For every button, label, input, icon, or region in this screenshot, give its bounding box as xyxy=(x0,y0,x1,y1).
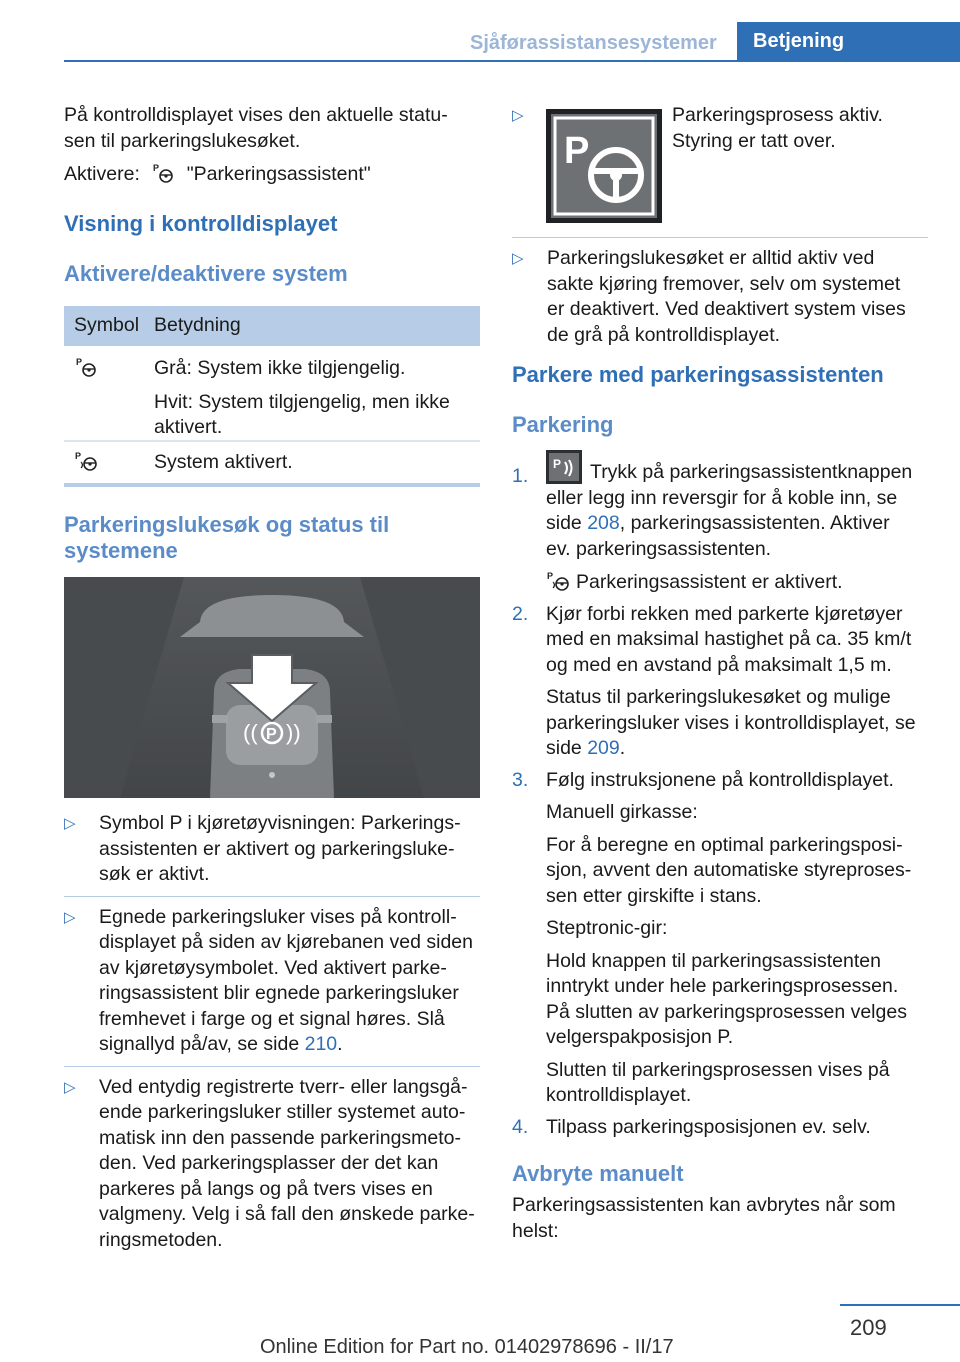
paragraph-line: Parkeringsassistenten kan avbrytes når som xyxy=(512,1194,896,1216)
table-cell-text: Grå: System ikke tilgjengelig. xyxy=(154,357,406,379)
step-line: velgerspakposisjon P. xyxy=(546,1026,734,1048)
table-row xyxy=(64,442,480,483)
footer-rule xyxy=(840,1304,960,1306)
activate-label: Aktivere: xyxy=(64,163,140,185)
step-line: med en maksimal hastighet på ca. 35 km/t xyxy=(546,628,912,650)
header-rule xyxy=(64,60,960,62)
triangle-bullet-icon: ▷ xyxy=(512,107,524,124)
step-line: Slutten til parkeringsprosessen vises på xyxy=(546,1058,890,1081)
table-header-cell: Symbol xyxy=(74,314,140,337)
step-number: 4. xyxy=(512,1115,529,1138)
list-item-line: matisk inn den passende parkeringsmeto- xyxy=(99,1126,462,1149)
step-line: Følg instruksjonene på kontrolldisplayet. xyxy=(546,768,894,791)
section-title xyxy=(64,512,480,564)
list-item-line: ringsassistent blir egnede parkeringsluker xyxy=(99,982,459,1004)
left-bullet-list xyxy=(64,811,480,1253)
parking-assist-icon xyxy=(151,162,175,184)
activate-value: "Parkeringsassistent" xyxy=(186,163,371,185)
step-item xyxy=(512,1115,932,1141)
intro-line: sen til parkeringslukesøket. xyxy=(64,129,301,152)
step-line: sjon, avvent den automatiske styreproses- xyxy=(546,859,912,881)
svg-text:P: P xyxy=(153,163,160,173)
section-title-line: Parkeringslukesøk og status til xyxy=(64,512,390,537)
symbol-table xyxy=(64,306,480,487)
step-line: inntrykt under hele parkeringsprosessen. xyxy=(546,975,899,997)
list-separator xyxy=(64,1066,480,1067)
step-line: Kjør forbi rekken med parkerte kjøretøyer xyxy=(546,602,903,625)
step-line xyxy=(546,450,932,486)
list-item-line: parkeres på langs og på tvers vises en xyxy=(99,1177,433,1200)
list-separator xyxy=(64,896,480,897)
list-item-line: Parkeringsprosess aktiv. xyxy=(672,104,883,126)
list-item xyxy=(64,1075,480,1254)
svg-text:P: P xyxy=(75,451,82,461)
header-section-title: Sjåførassistansesystemer xyxy=(470,32,717,54)
list-separator xyxy=(512,237,928,238)
parking-assist-button-icon xyxy=(546,450,582,484)
list-item-line: de grå på kontrolldisplayet. xyxy=(547,323,781,346)
list-item-line: Styring er tatt over. xyxy=(672,129,836,152)
table-cell-text: aktivert. xyxy=(154,416,223,438)
step-text: Trykk på parkeringsassistentknappen xyxy=(590,461,913,483)
activate-line xyxy=(64,162,480,188)
step-line: For å beregne en optimal parkeringsposi- xyxy=(546,833,903,856)
list-item-line: Egnede parkeringsluker vises på kontroll- xyxy=(99,905,457,928)
list-item-line: valgmeny. Velg i så fall den ønskede parke- xyxy=(99,1203,475,1225)
parking-assist-icon xyxy=(74,356,98,378)
list-item-line: fremhevet i farge og et signal høres. Slå xyxy=(99,1007,445,1030)
svg-text:P: P xyxy=(547,571,554,581)
intro-line: På kontrolldisplayet vises den aktuelle statu- xyxy=(64,104,448,126)
list-item-line: displayet på siden av kjørebanen ved siden xyxy=(99,931,473,953)
car-view-illustration xyxy=(64,577,480,798)
table-row xyxy=(64,346,480,440)
step-note xyxy=(546,570,932,596)
section-subtitle: Avbryte manuelt xyxy=(512,1161,684,1186)
section-title: Parkere med parkeringsassistenten xyxy=(512,362,884,387)
section-title: Visning i kontrolldisplayet xyxy=(64,211,338,236)
control-display-image xyxy=(64,577,480,798)
list-item-line: Parkeringslukesøket er alltid aktiv ved xyxy=(547,247,875,269)
step-line: ev. parkeringsassistenten. xyxy=(546,537,772,560)
step-number: 1. xyxy=(512,465,529,487)
step-line: og med en avstand på maksimalt 1,5 m. xyxy=(546,653,892,676)
list-item-line: Symbol P i kjøretøyvisningen: Parkerings- xyxy=(99,812,461,834)
step-line: sen etter girskifte i stans. xyxy=(546,884,762,907)
abort-paragraph xyxy=(512,1193,932,1244)
paragraph-line: helst: xyxy=(512,1219,559,1242)
list-item xyxy=(64,905,480,1058)
svg-text:P: P xyxy=(553,457,562,471)
step-line: kontrolldisplayet. xyxy=(546,1084,692,1106)
step-item xyxy=(512,450,932,596)
list-item-line: signallyd på/av, se side 210. xyxy=(99,1033,343,1055)
list-item-line: assistenten er aktivert og parkeringsluke- xyxy=(99,837,455,860)
table-header-cell: Betydning xyxy=(154,314,241,337)
step-line: parkeringsluker vises i kontrolldisplayet, se xyxy=(546,711,916,734)
right-column xyxy=(512,103,928,348)
step-text: , parkeringsassistenten. Aktiver xyxy=(619,512,890,534)
triangle-bullet-icon: ▷ xyxy=(64,815,76,832)
step-line: Tilpass parkeringsposisjonen ev. selv. xyxy=(546,1115,871,1138)
page-link[interactable]: 210 xyxy=(304,1033,338,1055)
step-line: Status til parkeringslukesøket og mulige xyxy=(546,686,891,708)
svg-text:P: P xyxy=(76,357,83,367)
list-item-line: ringsmetoden. xyxy=(99,1228,223,1251)
list-item-line: Ved entydig registrerte tverr- eller langsgå- xyxy=(99,1075,468,1098)
triangle-bullet-icon: ▷ xyxy=(512,250,524,267)
table-cell-text: System aktivert. xyxy=(154,451,293,473)
step-text: side xyxy=(546,512,588,534)
list-item-line: sakte kjøring fremover, selv om systemet xyxy=(547,272,901,295)
step-number: 3. xyxy=(512,768,529,791)
list-item xyxy=(512,103,928,223)
header-chapter-tab[interactable] xyxy=(737,22,960,62)
list-item xyxy=(512,246,928,348)
list-item-line: søk er aktivt. xyxy=(99,863,210,885)
table-end-rule xyxy=(64,483,480,487)
section-subtitle: Aktivere/deaktivere system xyxy=(64,261,348,286)
section-title-line: systemene xyxy=(64,538,178,563)
svg-text:((: (( xyxy=(243,720,258,745)
parking-assist-active-icon xyxy=(546,570,570,592)
table-header xyxy=(64,306,480,346)
edition-note: Online Edition for Part no. 01402978696 - II/17 xyxy=(260,1336,674,1358)
section-subtitle: Parkering xyxy=(512,412,614,437)
table-cell-symbol xyxy=(64,356,154,440)
step-line: Steptronic-gir: xyxy=(546,917,668,939)
table-cell-text: Hvit: System tilgjengelig, men ikke xyxy=(154,390,450,413)
list-item-line: ende parkeringsluker stiller systemet auto- xyxy=(99,1101,466,1123)
svg-text:)): )) xyxy=(286,720,301,745)
table-cell-meaning xyxy=(154,450,480,483)
parking-assist-active-icon xyxy=(74,450,98,472)
step-line: På slutten av parkeringsprosessen velges xyxy=(546,1000,907,1023)
header-tab-label: Betjening xyxy=(753,30,845,53)
step-item xyxy=(512,602,932,762)
step-text: side xyxy=(546,737,588,759)
svg-text:P: P xyxy=(266,726,277,743)
step-item xyxy=(512,768,932,1109)
step-line: side 209. xyxy=(546,737,626,759)
step-note-text: Parkeringsassistent er aktivert. xyxy=(576,571,843,593)
table-cell-meaning xyxy=(154,356,480,440)
step-line xyxy=(546,511,932,537)
list-item-line: av kjøretøysymbolet. Ved aktivert parke- xyxy=(99,956,447,979)
list-item-line: den. Ved parkeringsplasser der det kan xyxy=(99,1152,439,1174)
svg-text:P: P xyxy=(564,130,590,172)
triangle-bullet-icon: ▷ xyxy=(64,908,76,926)
page-link[interactable]: 208 xyxy=(587,512,620,534)
table-cell-symbol xyxy=(64,450,154,483)
list-item xyxy=(64,811,480,888)
step-number: 2. xyxy=(512,602,529,625)
step-line: Manuell girkasse: xyxy=(546,801,698,823)
list-item-text: signallyd på/av, se side xyxy=(99,1033,305,1055)
intro-paragraph xyxy=(64,103,480,188)
list-item-line: er deaktivert. Ved deaktivert system vises xyxy=(547,298,906,320)
list-item-text xyxy=(672,103,932,154)
steps-list xyxy=(512,450,932,1140)
triangle-bullet-icon: ▷ xyxy=(64,1078,76,1096)
step-line: eller legg inn reversgir for å koble inn, se xyxy=(546,486,898,509)
step-line: Hold knappen til parkeringsassistenten xyxy=(546,949,881,972)
page-number: 209 xyxy=(850,1315,887,1340)
parking-steering-icon xyxy=(546,109,662,223)
page-link[interactable]: 209 xyxy=(587,737,620,759)
